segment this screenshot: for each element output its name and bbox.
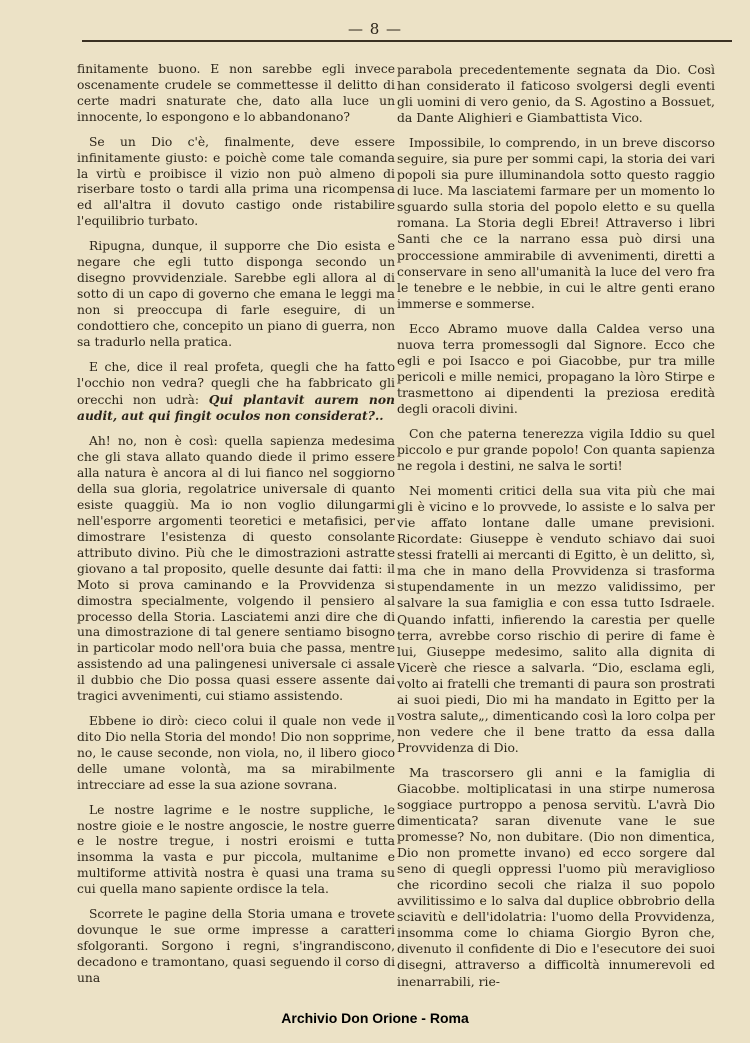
paragraph: Se un Dio c'è, finalmente, deve essere infinitamente giusto: e poichè come tale comanda la virtù e proibisce il vizio non può almeno di riserbare tosto o tardi alla prima una ricompensa ed all'altra il dovuto castigo onde ristabilire l'equilibrio turbato. [77,134,395,229]
paragraph: Ripugna, dunque, il supporre che Dio esista e negare che egli tutto disponga secondo un disegno provvidenziale. Sarebbe egli allora al di sotto di un capo di governo che emana le leggi ma non si preoccupa di farle eseguire, di un condottiero che, concepito un piano di guerra, non sa tradurlo nella pratica. [77,239,395,349]
paragraph: Impossibile, lo comprendo, in un breve discorso seguire, sia pure per sommi capi, la storia dei vari popoli sia pure illuminandola sotto questo raggio di luce. Ma lasciatemi farmare per un momento lo sguardo sulla storia del popolo eletto e su quella romana. La Storia degli Ebrei! Attraverso i libri Santi che ce la narrano essa può dirsi una proccessione ammirabile di avvenimenti, diretti a conservare in seno all'umanità la luce del vero fra le tenebre e le nebbie, in cui le altre genti erano immerse e sommerse. [397,135,715,311]
paragraph: Ebbene io dirò: cieco colui il quale non vede il dito Dio nella Storia del mondo! Dio non sopprime, no, le cause seconde, non viola, no, il libero gioco delle umane volontà, ma sa mirabilmente intrecciare ad esse la sua azione sovrana. [77,714,395,792]
page-number: — 8 — [347,20,403,38]
archive-footer: Archivio Don Orione - Roma [281,1010,469,1026]
paragraph [77,360,395,426]
right-column [397,62,715,990]
header-rule [82,40,732,42]
paragraph: Le nostre lagrime e le nostre suppliche, le nostre gioie e le nostre angoscie, le nostre guerre e le nostre tregue, i nostri eroismi e tutta insomma la vasta e pur piccola, multanime e multiforme attività nostra è quasi una trama su cui quella mano sapiente ordisce la tela. [77,802,395,897]
paragraph: Ecco Abramo muove dalla Caldea verso una nuova terra promessogli dal Signore. Ecco che egli e poi Isacco e poi Giacobbe, pur tra mille pericoli e mille nemici, propagano la lòro Stirpe e trasmettono ai dipendenti la preziosa eredità degli oracoli divini. [397,320,715,416]
paragraph-text: E che, dice il real profeta, quegli che ha fatto l'occhio non vedra? quegli che ha fabbricato gli orecchi non udrà: [77,359,395,407]
paragraph: finitamente buono. E non sarebbe egli invece oscenamente crudele se commettesse il delitto di certe madri snaturate che, dato alla luce un innocente, lo espongono e lo abbandonano? [77,62,395,124]
latin-quote: Qui plantavit aurem non audit, aut qui fingit oculos non considerat?.. [77,391,395,424]
paragraph: Ma trascorsero gli anni e la famiglia di Giacobbe. moltiplicatasi in una stirpe numerosa soggiace purtroppo a penosa servitù. L'avrà Dio dimenticata? saran divenute vane le sue promesse? No, non dubitare. (Dio non dimentica, Dio non promette invano) ed ecco sorgere dal seno di quegli oppressi l'uomo più meraviglioso che ricordino secoli che rialza il suo popolo avvilitissimo e lo salva dal duplice obbrobrio della sciavitù e dell'idolatria: l'uomo della Provvidenza, insomma come lo chiama Giorgio Byron che, divenuto il confidente di Dio e l'esecutore dei suoi disegni, attraverso a difficoltà innumerevoli ed inenarrabili, rie- [397,764,715,989]
paragraph: Scorrete le pagine della Storia umana e trovete dovunque le sue orme impresse a caratteri sfolgoranti. Sorgono i regni, s'ingrandiscono, decadono e tramontano, quasi seguendo il corso di una [77,907,396,985]
paragraph: Con che paterna tenerezza vigila Iddio su quel piccolo e pur grande popolo! Con quanta sapienza ne regola i destini, ne salva le sorti! [397,425,715,474]
paragraph: parabola precedentemente segnata da Dio. Così han considerato il faticoso svolgersi degli eventi gli uomini di vero genio, da S. Agostino a Bossuet, da Dante Alighieri e Giambattista Vico. [397,62,715,126]
left-column [77,62,395,987]
paragraph: Nei momenti critici della sua vita più che mai gli è vicino e lo provvede, lo assiste e lo salva per vie affato lontane dalle umane previsioni. Ricordate: Giuseppe è venduto schiavo dai suoi stessi fratelli ai mercanti di Egitto, è un delitto, sì, ma che in mano della Provvidenza si trasforma stupendamente in un mezzo validissimo, per salvare la sua famiglia e con essa tutto Isdraele. Quando infatti, infierendo la carestia per quelle terra, avrebbe corso rischio di perire di fame è lui, Giuseppe medesimo, salito alla dignita di Vicerè che riesce a salvarla. “Dio, esclama egli, volto ai fratelli che tremanti di paura son prostrati ai suoi piedi, Dio mi ha mandato in Egitto per la vostra salute„, dimenticando così la loro colpa per non vedere che il bene tratto da essa dalla Provvidenza di Dio. [397,483,715,755]
paragraph: Ah! no, non è così: quella sapienza medesima che gli stava allato quando diede il primo essere alla natura è ancora al di lui fianco nel soggiorno della sua gloria, regolatrice universale di quanto esiste quaggiù. Ma io non voglio dilungarmi nell'esporre argomenti teoretici e metafisici, per dimostrare l'esistenza di questo consolante attributo divino. Più che le dimostrazioni astratte giovano a tal proposito, quelle desunte dai fatti: il Moto si prova caminando e la Provvidenza si dimostra specialmente, volgendo il pensiero al processo della Storia. Lasciatemi anzi dire che di una dimostrazione di tal genere sentiamo bisogno in particolar modo nell'ora buia che passa, mentre assistendo ad una palingenesi universale ci assale il dubbio che Dio possa quasi essere assente dai tragici avvenimenti, cui stiamo assistendo. [77,434,395,704]
